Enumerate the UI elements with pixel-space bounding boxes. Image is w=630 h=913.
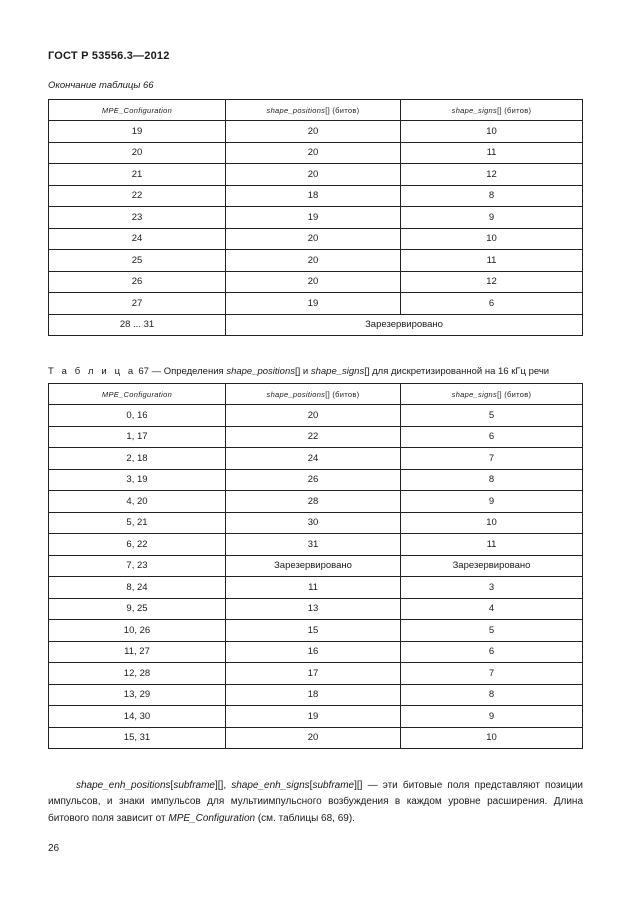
page-number: 26 <box>48 843 60 854</box>
table-cell: Зарезервировано <box>226 555 401 577</box>
table-cell: 9, 25 <box>49 598 226 620</box>
table-cell: 4, 20 <box>49 491 226 513</box>
table-row <box>49 293 583 315</box>
table-cell: 26 <box>226 469 401 491</box>
table-row <box>49 512 583 534</box>
table-cell: 6 <box>401 293 583 315</box>
table-cell: 18 <box>226 684 401 706</box>
table-row <box>49 250 583 272</box>
table-cell: 8 <box>401 185 583 207</box>
table-cell: 8, 24 <box>49 577 226 599</box>
table-66 <box>48 99 583 336</box>
table-67 <box>48 383 583 749</box>
table-row <box>49 469 583 491</box>
table-cell: 14, 30 <box>49 706 226 728</box>
table-cell: 19 <box>226 706 401 728</box>
table-cell: 31 <box>226 534 401 556</box>
table-cell: 23 <box>49 207 226 229</box>
table-cell: 10 <box>401 727 583 749</box>
table67-header-row <box>49 384 583 405</box>
table-cell: Зарезервировано <box>401 555 583 577</box>
table-cell: 7, 23 <box>49 555 226 577</box>
table-cell: 11 <box>401 250 583 272</box>
table-row <box>49 448 583 470</box>
table-row <box>49 684 583 706</box>
table-row <box>49 641 583 663</box>
column-header-shape-positions: shape_positions[] (битов) <box>226 384 401 405</box>
table-cell: 19 <box>49 121 226 143</box>
table-cell: 9 <box>401 491 583 513</box>
table-cell: 6 <box>401 426 583 448</box>
table-row <box>49 534 583 556</box>
table-cell: 20 <box>49 142 226 164</box>
table-cell: 5, 21 <box>49 512 226 534</box>
table66-caption: Окончание таблицы 66 <box>48 80 154 91</box>
table-cell: 13, 29 <box>49 684 226 706</box>
table-cell: 16 <box>226 641 401 663</box>
column-header-shape-signs: shape_signs[] (битов) <box>401 100 583 121</box>
table-cell: 28 ... 31 <box>49 314 226 336</box>
table-cell: 3 <box>401 577 583 599</box>
table67-caption: Т а б л и ц а 67 — Определения shape_positions[] и shape_signs[] для дискретизированной на 16 кГц речи <box>48 366 550 377</box>
table-cell: 13 <box>226 598 401 620</box>
table-cell: 18 <box>226 185 401 207</box>
table-cell: 28 <box>226 491 401 513</box>
table-cell: 15, 31 <box>49 727 226 749</box>
column-header-mpe-configuration: MPE_Configuration <box>49 100 226 121</box>
table-cell: 21 <box>49 164 226 186</box>
table-cell: 0, 16 <box>49 405 226 427</box>
table-cell: 24 <box>49 228 226 250</box>
table-row <box>49 577 583 599</box>
table-row <box>49 706 583 728</box>
table-cell: 12 <box>401 164 583 186</box>
table-cell: 2, 18 <box>49 448 226 470</box>
table67-body <box>49 405 583 749</box>
table-cell: 8 <box>401 469 583 491</box>
column-header-shape-positions: shape_positions[] (битов) <box>226 100 401 121</box>
table-cell: 22 <box>49 185 226 207</box>
table-row <box>49 164 583 186</box>
table-row <box>49 142 583 164</box>
table-cell: 12 <box>401 271 583 293</box>
table-row <box>49 207 583 229</box>
table-cell: 4 <box>401 598 583 620</box>
table-cell: 19 <box>226 207 401 229</box>
table-cell: 11 <box>226 577 401 599</box>
table-cell: 30 <box>226 512 401 534</box>
table-row <box>49 620 583 642</box>
column-header-mpe-configuration: MPE_Configuration <box>49 384 226 405</box>
table-cell: 9 <box>401 207 583 229</box>
table-cell: 20 <box>226 405 401 427</box>
table-cell: 22 <box>226 426 401 448</box>
table-cell: 24 <box>226 448 401 470</box>
table-cell: 25 <box>49 250 226 272</box>
body-paragraph: shape_enh_positions[subframe][], shape_enh_signs[subframe][] — эти битовые поля представляют позиции импульсов, и знаки импульсов для мультиимпульсного возбуждения в каждом уровне расширения. Длина битового поля зависит от MPE_Configuration (см. таблицы 68, 69). <box>48 780 583 824</box>
table-cell: 3, 19 <box>49 469 226 491</box>
table-row <box>49 271 583 293</box>
table-cell: 19 <box>226 293 401 315</box>
table-cell: 5 <box>401 620 583 642</box>
table-cell: 17 <box>226 663 401 685</box>
table-cell: 15 <box>226 620 401 642</box>
table-cell: 10 <box>401 121 583 143</box>
table-cell: 7 <box>401 448 583 470</box>
table-row <box>49 555 583 577</box>
reserved-cell: Зарезервировано <box>226 314 583 336</box>
table-cell: 1, 17 <box>49 426 226 448</box>
table-cell: 11 <box>401 142 583 164</box>
table-cell: 10 <box>401 512 583 534</box>
column-header-shape-signs: shape_signs[] (битов) <box>401 384 583 405</box>
table-cell: 9 <box>401 706 583 728</box>
table-cell: 11 <box>401 534 583 556</box>
table-cell: 5 <box>401 405 583 427</box>
table-cell: 20 <box>226 121 401 143</box>
table-cell: 6, 22 <box>49 534 226 556</box>
table-cell: 10, 26 <box>49 620 226 642</box>
table-cell: 20 <box>226 142 401 164</box>
table-row <box>49 491 583 513</box>
table-cell: 20 <box>226 727 401 749</box>
table-row <box>49 426 583 448</box>
table-row <box>49 598 583 620</box>
table-cell: 20 <box>226 250 401 272</box>
table-row <box>49 121 583 143</box>
table-cell: 8 <box>401 684 583 706</box>
table-cell: 7 <box>401 663 583 685</box>
table66-body <box>49 121 583 336</box>
document-header: ГОСТ Р 53556.3—2012 <box>48 50 170 62</box>
table-cell: 20 <box>226 164 401 186</box>
table-cell: 26 <box>49 271 226 293</box>
table-row <box>49 228 583 250</box>
table-cell: 27 <box>49 293 226 315</box>
table-cell: 12, 28 <box>49 663 226 685</box>
table-row-reserved <box>49 314 583 336</box>
table-cell: 11, 27 <box>49 641 226 663</box>
table-cell: 10 <box>401 228 583 250</box>
table-row <box>49 185 583 207</box>
table-row <box>49 663 583 685</box>
table-cell: 6 <box>401 641 583 663</box>
table-row <box>49 405 583 427</box>
table-row <box>49 727 583 749</box>
table-cell: 20 <box>226 271 401 293</box>
table-cell: 20 <box>226 228 401 250</box>
table66-header-row <box>49 100 583 121</box>
